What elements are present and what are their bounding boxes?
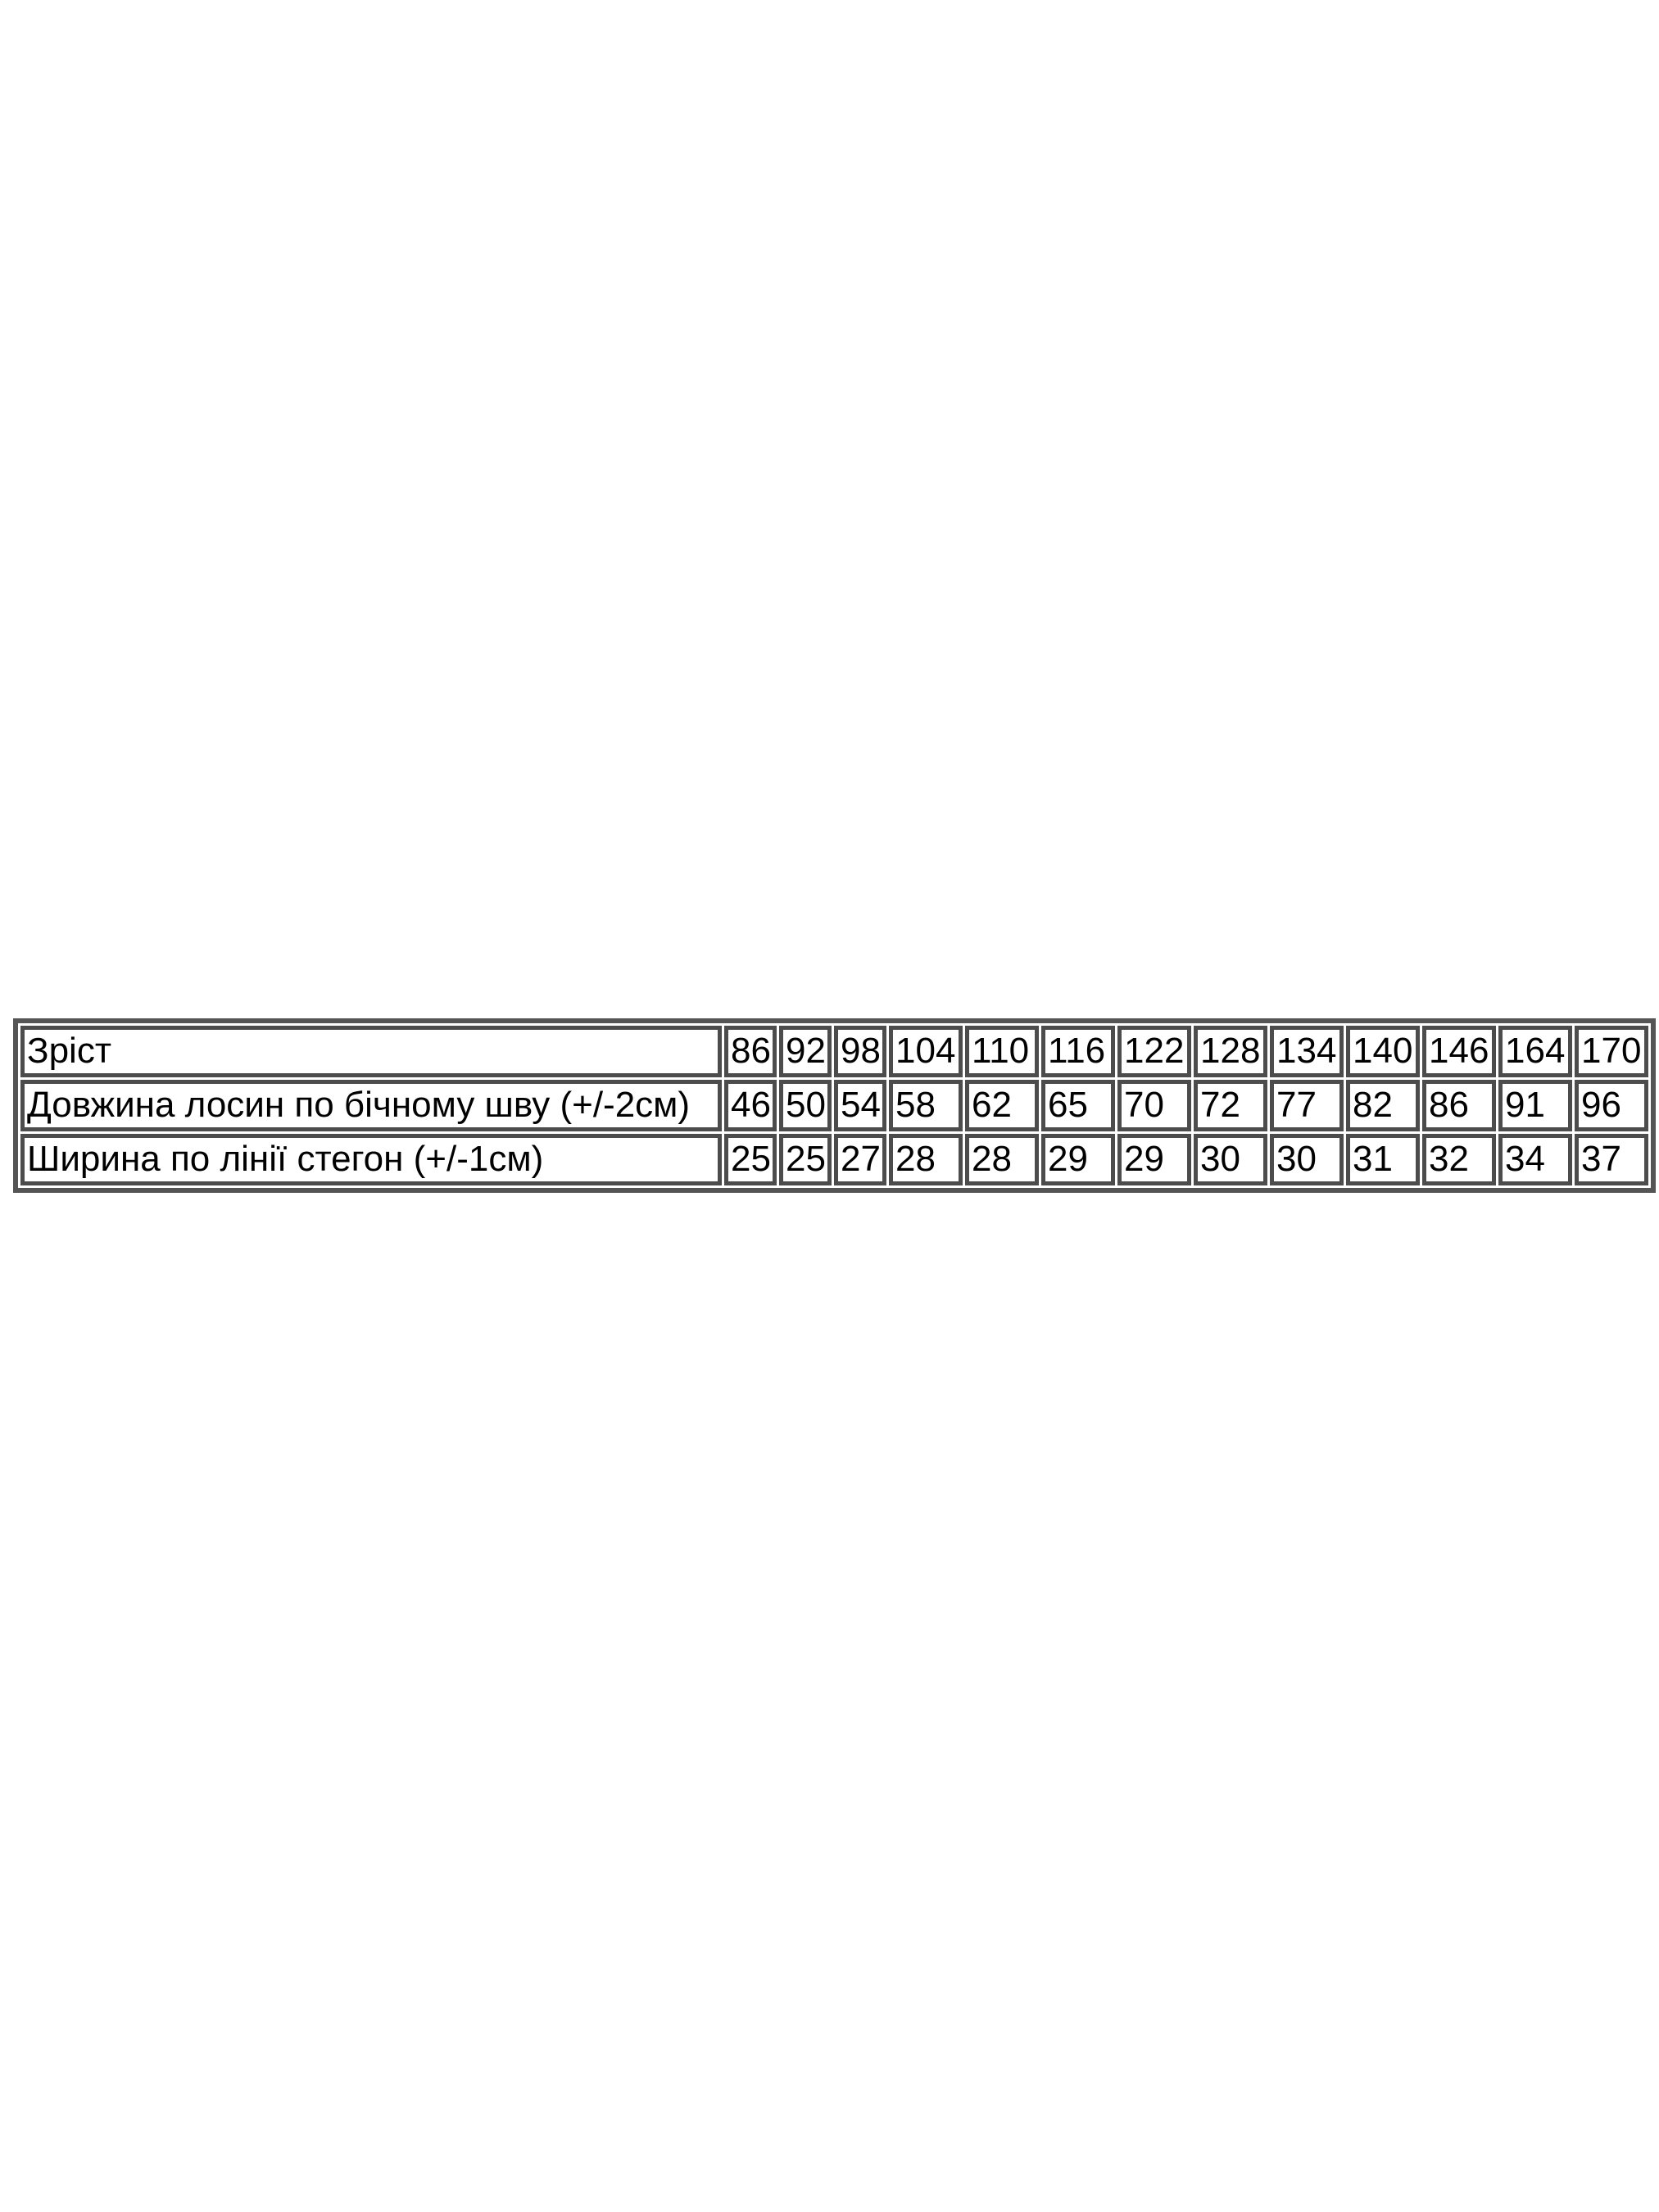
table-cell: 27: [834, 1134, 886, 1185]
table-cell: 28: [889, 1134, 963, 1185]
table-cell: 96: [1575, 1080, 1648, 1131]
table-cell: 50: [779, 1080, 832, 1131]
table-cell: 98: [834, 1026, 886, 1077]
row-label-leggings-length: Довжина лосин по бічному шву (+/-2см): [20, 1080, 722, 1131]
table-row-leggings-length: [20, 1080, 1648, 1131]
table-cell: 34: [1498, 1134, 1572, 1185]
table-cell: 86: [1422, 1080, 1496, 1131]
table-cell: 46: [724, 1080, 777, 1131]
table-cell: 70: [1117, 1080, 1191, 1131]
table-cell: 91: [1498, 1080, 1572, 1131]
table-cell: 62: [965, 1080, 1039, 1131]
table-cell: 31: [1346, 1134, 1420, 1185]
table-cell: 140: [1346, 1026, 1420, 1077]
table-row-hip-width: [20, 1134, 1648, 1185]
row-label-height: Зріст: [20, 1026, 722, 1077]
table-cell: 30: [1270, 1134, 1344, 1185]
table-cell: 82: [1346, 1080, 1420, 1131]
table-cell: 104: [889, 1026, 963, 1077]
table-cell: 170: [1575, 1026, 1648, 1077]
size-chart-table: [13, 1018, 1656, 1193]
table-cell: 32: [1422, 1134, 1496, 1185]
table-cell: 25: [779, 1134, 832, 1185]
table-cell: 30: [1194, 1134, 1267, 1185]
table-cell: 77: [1270, 1080, 1344, 1131]
table-cell: 92: [779, 1026, 832, 1077]
table-cell: 25: [724, 1134, 777, 1185]
table-cell: 128: [1194, 1026, 1267, 1077]
table-cell: 58: [889, 1080, 963, 1131]
table-cell: 54: [834, 1080, 886, 1131]
table-cell: 134: [1270, 1026, 1344, 1077]
table-cell: 110: [965, 1026, 1039, 1077]
table-cell: 86: [724, 1026, 777, 1077]
table-cell: 37: [1575, 1134, 1648, 1185]
row-label-hip-width: Ширина по лінії стегон (+/-1см): [20, 1134, 722, 1185]
table-cell: 72: [1194, 1080, 1267, 1131]
table-cell: 122: [1117, 1026, 1191, 1077]
table-cell: 65: [1041, 1080, 1115, 1131]
table-cell: 146: [1422, 1026, 1496, 1077]
table-cell: 164: [1498, 1026, 1572, 1077]
table-cell: 29: [1117, 1134, 1191, 1185]
table-row-height: [20, 1026, 1648, 1077]
table-cell: 28: [965, 1134, 1039, 1185]
table-cell: 29: [1041, 1134, 1115, 1185]
table-cell: 116: [1041, 1026, 1115, 1077]
